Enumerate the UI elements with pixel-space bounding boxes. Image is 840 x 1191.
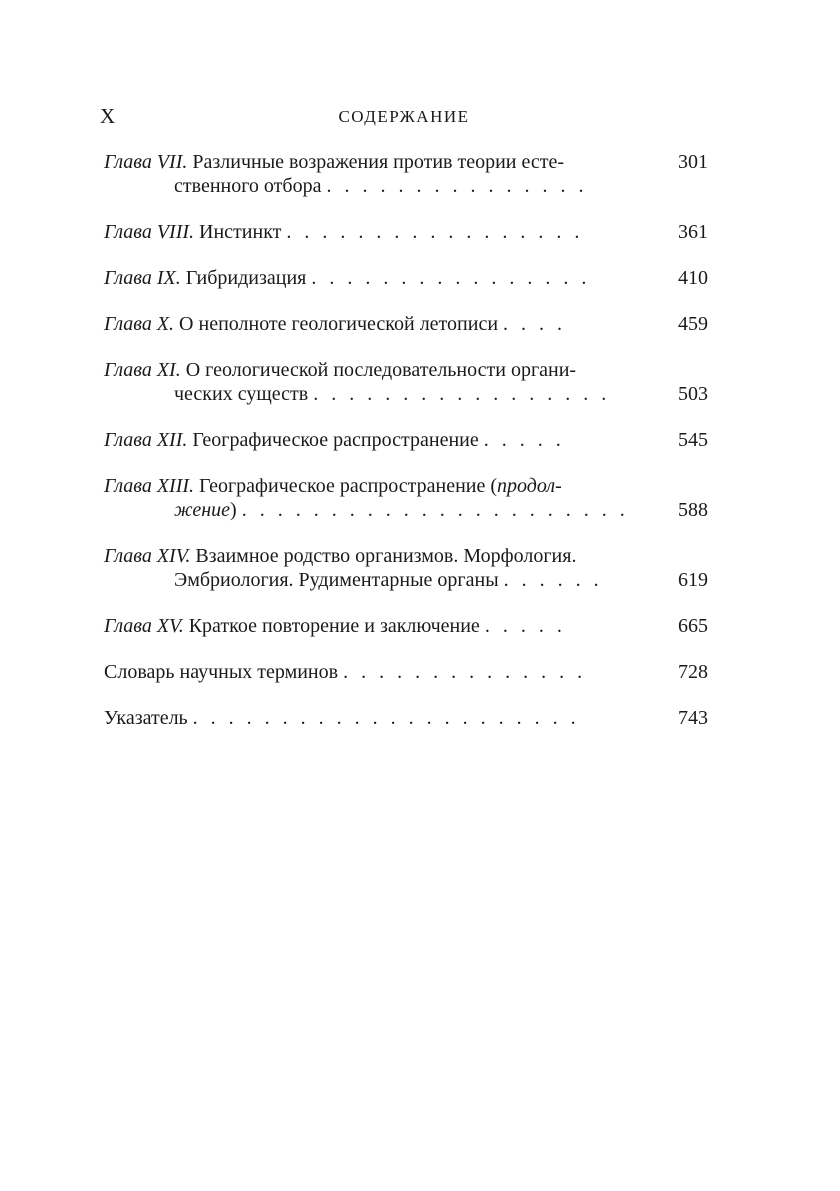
running-title: СОДЕРЖАНИЕ (338, 107, 470, 126)
chapter-title-continued: ственного отбора (174, 175, 322, 197)
toc-entry-line (104, 382, 652, 406)
chapter-title: Географическое распространение (192, 429, 479, 451)
leader-dots: . . . . . . . . . . . . . . (343, 661, 587, 683)
chapter-number: XII (156, 429, 183, 451)
table-of-contents (104, 150, 708, 752)
chapter-title: Различные возражения против теории есте- (192, 151, 565, 173)
toc-entry-line: Глава XIII. Географическое распространение (продол- (104, 475, 562, 497)
chapter-title: Гибридизация (185, 267, 307, 289)
toc-entry-line: Глава VIII. Инстинкт . . . . . . . . . . . . . . . . . (104, 221, 584, 243)
leader-dots: . . . . . . . . . . . . . . . . . (286, 221, 584, 243)
leader-dots: . . . . . . (503, 569, 603, 591)
chapter-title: О геологической последовательности органи- (185, 359, 577, 381)
chapter-number: VII (156, 151, 183, 173)
toc-entry-line: Глава XIV. Взаимное родство организмов. Морфология. (104, 545, 577, 567)
chapter-label: Глава (104, 545, 152, 567)
page-ref: 619 (678, 569, 708, 591)
chapter-title-continued: ) (230, 499, 237, 521)
leader-dots: . . . . . . . . . . . . . . . . . . . . . . (192, 707, 580, 729)
toc-entry-chapter-15 (104, 614, 708, 638)
toc-entry-line: Глава X. О неполноте геологической летописи . . . . (104, 313, 567, 335)
leader-dots: . . . . . . . . . . . . . . . (326, 175, 588, 197)
chapter-title: Географическое распространение ( (199, 475, 498, 497)
toc-entry-line: Глава XV. Краткое повторение и заключение . . . . . (104, 615, 566, 637)
chapter-number: XIII (156, 475, 190, 497)
toc-entry-chapter-14 (104, 544, 708, 592)
chapter-number: IX (156, 267, 176, 289)
chapter-label: Глава (104, 313, 152, 335)
leader-dots: . . . . . (484, 615, 566, 637)
chapter-number: XIV (156, 545, 186, 567)
chapter-title-italic-continued: жение (174, 499, 231, 521)
leader-dots: . . . . . . . . . . . . . . . . (311, 267, 591, 289)
toc-entry-index (104, 706, 708, 730)
page-ref: 665 (678, 615, 708, 637)
leader-dots: . . . . . (483, 429, 565, 451)
toc-entry-line: Глава VII. Различные возражения против теории есте- (104, 151, 565, 173)
chapter-label: Глава (104, 429, 152, 451)
toc-entry-chapter-10 (104, 312, 708, 336)
chapter-number: XI (156, 359, 176, 381)
chapter-label: Глава (104, 267, 152, 289)
chapter-number: XV (156, 615, 179, 637)
page-ref: 728 (678, 661, 708, 683)
page-ref: 503 (678, 383, 708, 405)
toc-entry-line (104, 706, 652, 730)
chapter-number: VIII (156, 221, 190, 243)
leader-dots: . . . . . . . . . . . . . . . . . . . . . . (241, 499, 629, 521)
chapter-title-continued: ческих существ (174, 383, 309, 405)
leader-dots: . . . . . . . . . . . . . . . . . (313, 383, 611, 405)
page-header (100, 104, 708, 134)
page-ref: 588 (678, 499, 708, 521)
page-ref: 545 (678, 429, 708, 451)
chapter-label: Глава (104, 221, 152, 243)
toc-entry-line (104, 568, 652, 592)
toc-entry-chapter-7 (104, 150, 708, 198)
chapter-title: Взаимное родство организмов. Морфология. (195, 545, 577, 567)
toc-entry-chapter-13 (104, 474, 708, 522)
toc-entry-chapter-11 (104, 358, 708, 406)
chapter-title-continued: Эмбриология. Рудиментарные органы (174, 569, 499, 591)
chapter-label: Глава (104, 359, 152, 381)
toc-entry-line (104, 660, 652, 684)
chapter-label: Глава (104, 615, 152, 637)
toc-entry-line: Глава XI. О геологической последовательности органи- (104, 359, 577, 381)
toc-entry-line: Глава IX. Гибридизация . . . . . . . . . . . . . . . . (104, 267, 591, 289)
chapter-title: О неполноте геологической летописи (179, 313, 499, 335)
chapter-title: Инстинкт (199, 221, 282, 243)
page-ref: 361 (678, 221, 708, 243)
chapter-number: X (156, 313, 170, 335)
toc-entry-chapter-12 (104, 428, 708, 452)
page-ref: 743 (678, 707, 708, 729)
toc-entry-line: Глава XII. Географическое распространение . . . . . (104, 429, 565, 451)
chapter-title-italic: продол- (497, 475, 562, 497)
chapter-title: Краткое повторение и заключение (188, 615, 480, 637)
toc-entry-chapter-8 (104, 220, 708, 244)
toc-entry-glossary (104, 660, 708, 684)
entry-title: Словарь научных терминов (104, 661, 339, 683)
toc-entry-chapter-9 (104, 266, 708, 290)
toc-entry-line (104, 174, 652, 198)
page-ref: 459 (678, 313, 708, 335)
page-number: X (100, 104, 116, 128)
leader-dots: . . . . (503, 313, 567, 335)
page-ref: 410 (678, 267, 708, 289)
toc-entry-line (104, 498, 652, 522)
chapter-label: Глава (104, 151, 152, 173)
entry-title: Указатель (104, 707, 188, 729)
chapter-label: Глава (104, 475, 152, 497)
page-ref: 301 (678, 151, 708, 173)
